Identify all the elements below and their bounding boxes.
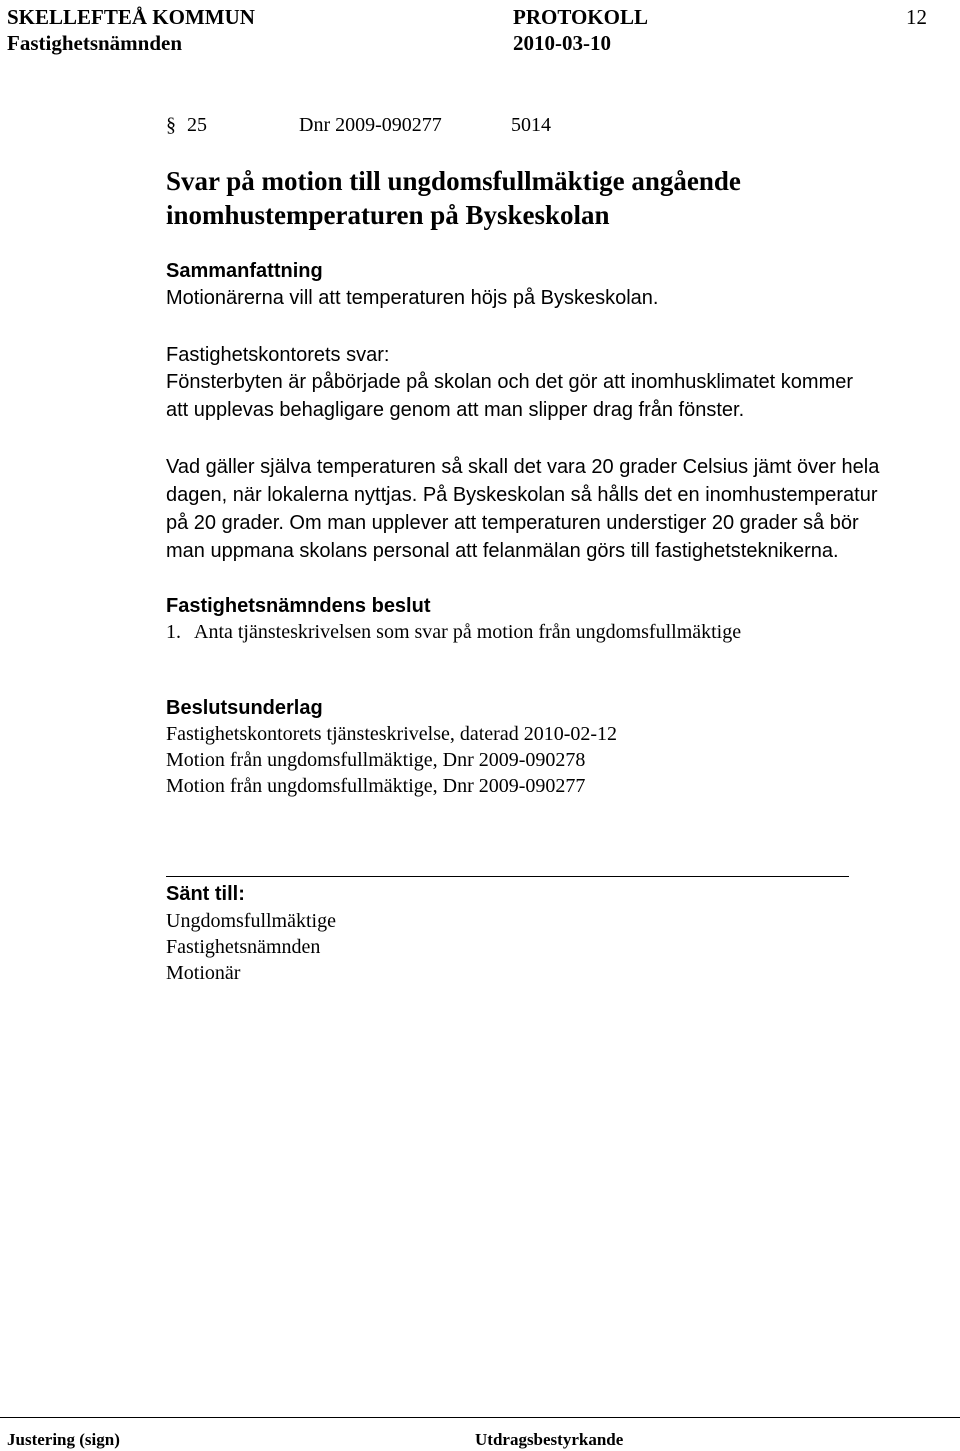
footer-extract-label: Utdragsbestyrkande	[475, 1430, 624, 1449]
paragraph-line: Vad gäller själva temperaturen så skall det vara 20 grader Celsius jämt över hela	[166, 456, 880, 478]
office-reply-paragraph-1	[166, 368, 956, 424]
separator-line	[166, 876, 849, 877]
summary-heading: Sammanfattning	[166, 260, 323, 282]
sent-to-item: Ungdomsfullmäktige	[166, 910, 336, 932]
decision-item-text: Anta tjänsteskrivelsen som svar på motion från ungdomsfullmäktige	[194, 621, 742, 643]
decision-item	[166, 618, 741, 646]
sent-to-item: Motionär	[166, 962, 241, 984]
basis-item: Motion från ungdomsfullmäktige, Dnr 2009-090278	[166, 749, 586, 771]
case-code: 5014	[511, 114, 551, 136]
basis-heading: Beslutsunderlag	[166, 697, 323, 719]
document-type: PROTOKOLL	[513, 5, 648, 29]
sent-to-item: Fastighetsnämnden	[166, 936, 321, 958]
decision-heading: Fastighetsnämndens beslut	[166, 595, 431, 617]
office-reply-paragraph-2	[166, 453, 956, 565]
page-number: 12	[906, 5, 927, 29]
basis-item: Fastighetskontorets tjänsteskrivelse, daterad 2010-02-12	[166, 723, 618, 745]
case-line	[166, 111, 207, 139]
paragraph-number: 25	[187, 114, 207, 136]
org-name: SKELLEFTEÅ KOMMUN	[7, 5, 255, 29]
paragraph-line: man uppmana skolans personal att felanmälan görs till fastighetsteknikerna.	[166, 540, 839, 562]
meeting-date: 2010-03-10	[513, 31, 611, 55]
paragraph-line: på 20 grader. Om man upplever att temperaturen understiger 20 grader så bör	[166, 512, 859, 534]
paragraph-line: dagen, när lokalerna nyttjas. På Byskeskolan så hålls det en inomhustemperatur	[166, 484, 878, 506]
case-dnr: Dnr 2009-090277	[299, 114, 442, 136]
paragraph-line: att upplevas behagligare genom att man slipper drag från fönster.	[166, 399, 745, 421]
footer-rule	[0, 1417, 960, 1418]
paragraph-symbol: §	[166, 114, 176, 136]
summary-text: Motionärerna vill att temperaturen höjs på Byskeskolan.	[166, 287, 659, 309]
committee-name: Fastighetsnämnden	[7, 31, 183, 55]
document-title-line-2: inomhustemperaturen på Byskeskolan	[166, 200, 610, 230]
footer-signature-label: Justering (sign)	[7, 1430, 120, 1449]
basis-item: Motion från ungdomsfullmäktige, Dnr 2009-090277	[166, 775, 586, 797]
paragraph-line: Fönsterbyten är påbörjade på skolan och det gör att inomhusklimatet kommer	[166, 371, 854, 393]
decision-item-number: 1.	[166, 621, 181, 643]
office-reply-label: Fastighetskontorets svar:	[166, 344, 390, 366]
document-title-line-1: Svar på motion till ungdomsfullmäktige angående	[166, 166, 741, 196]
sent-to-heading: Sänt till:	[166, 883, 245, 905]
